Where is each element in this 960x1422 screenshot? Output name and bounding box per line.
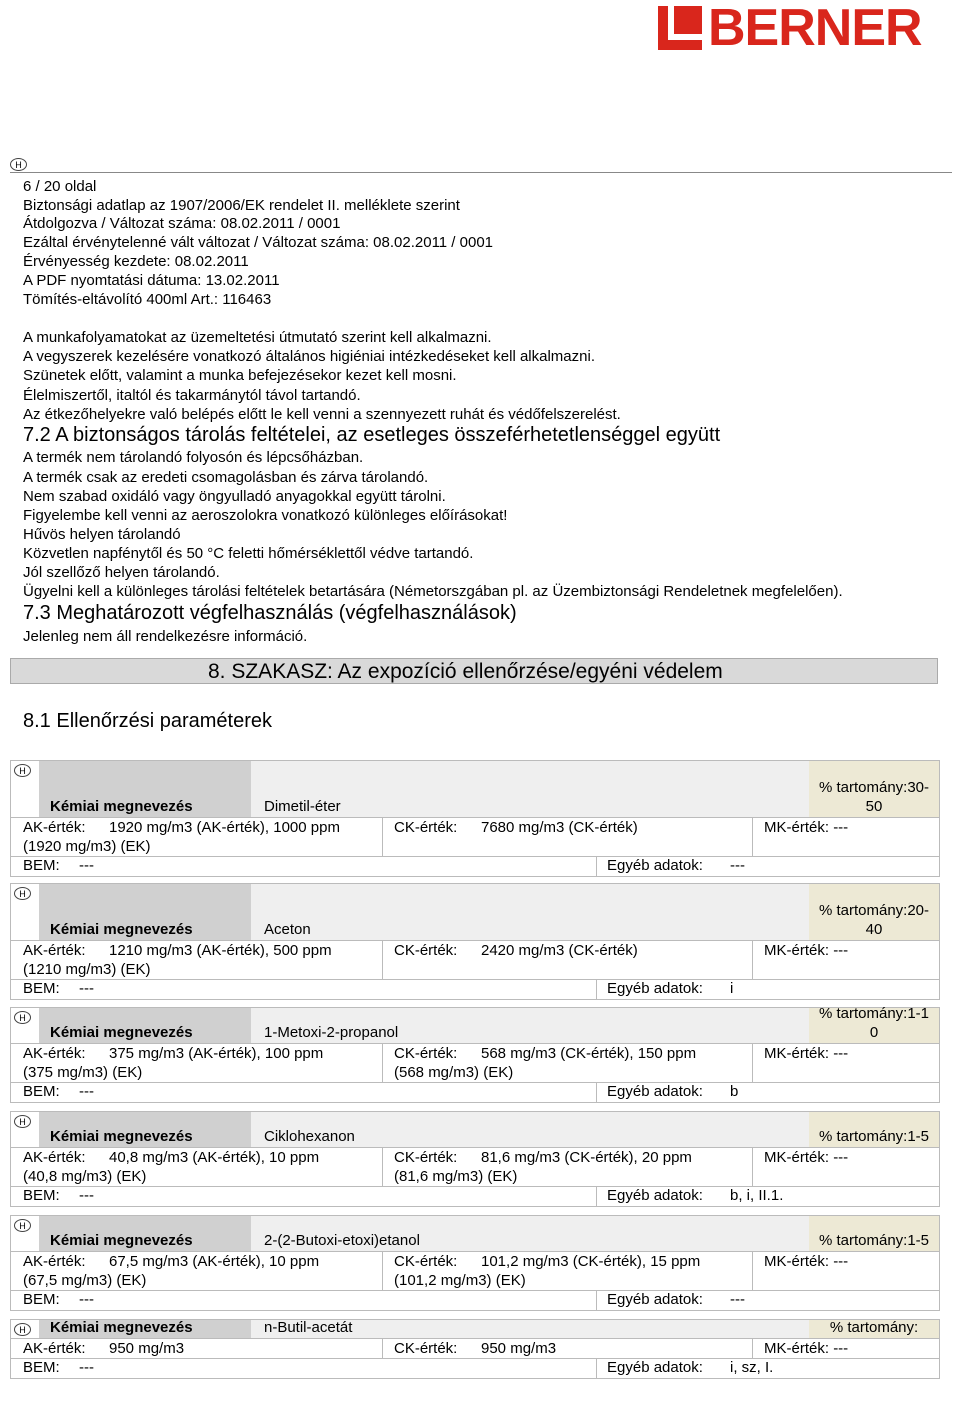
chem-name-label-text: Kémiai megnevezés <box>50 1024 193 1041</box>
egyeb-cell <box>607 856 745 875</box>
percent-range <box>809 761 939 817</box>
chem-name-label <box>39 761 251 817</box>
chem-name-value <box>251 1320 809 1338</box>
egyeb-value: --- <box>730 857 745 874</box>
text-line: A vegyszerek kezelésére vonatkozó általános higiéniai intézkedéseket kell alkalmazni. <box>23 348 595 365</box>
column-divider <box>10 1044 11 1102</box>
mk-value-cell <box>764 818 848 837</box>
header-divider <box>10 172 952 173</box>
ck-value-cell <box>394 941 754 960</box>
h-marker-icon: H <box>14 1115 31 1128</box>
row-divider <box>10 999 940 1000</box>
egyeb-cell <box>607 1186 783 1205</box>
row-divider <box>10 876 940 877</box>
chem-name-label-text: Kémiai megnevezés <box>50 1128 193 1145</box>
section-8-header <box>10 658 938 684</box>
ck-value-cell <box>394 818 754 837</box>
bem-label: BEM: <box>23 1291 60 1308</box>
ck-value: 568 mg/m3 (CK-érték), 150 ppm <box>481 1045 697 1062</box>
revision-line: Átdolgozva / Változat száma: 08.02.2011 / 0001 <box>23 215 341 232</box>
mk-value: --- <box>833 1253 849 1270</box>
column-divider <box>939 818 940 876</box>
chem-name-label-text: Kémiai megnevezés <box>50 921 193 938</box>
ak-label: AK-érték: <box>23 1253 86 1270</box>
mk-value-cell <box>764 941 848 960</box>
text-line: Az étkezőhelyekre való belépés előtt le kell venni a szennyezett ruhát és védőfelszerelést. <box>23 406 621 423</box>
egyeb-cell <box>607 1358 773 1377</box>
text-line: A munkafolyamatokat az üzemeltetési útmutató szerint kell alkalmazni. <box>23 329 492 346</box>
chem-name-value <box>251 884 809 940</box>
text-line: Figyelembe kell venni az aeroszolokra vonatkozó különleges előírásokat! <box>23 507 508 524</box>
page-number: 6 / 20 oldal <box>23 178 97 195</box>
chem-name-value <box>251 1112 809 1147</box>
column-divider <box>596 1358 597 1378</box>
validity-line: Érvényesség kezdete: 08.02.2011 <box>23 253 249 270</box>
chem-name-label <box>39 1008 251 1043</box>
text-line: Jelenleg nem áll rendelkezésre információ. <box>23 628 308 645</box>
chem-name-label <box>39 1216 251 1251</box>
text-line: Hűvös helyen tárolandó <box>23 526 181 543</box>
ck-value: 101,2 mg/m3 (CK-érték), 15 ppm <box>481 1253 701 1270</box>
percent-range-text: % tartomány:20-40 <box>818 902 930 938</box>
substance-name-row <box>10 1319 940 1339</box>
bem-label: BEM: <box>23 980 60 997</box>
ak-label: AK-érték: <box>23 1045 86 1062</box>
section-7-2-title: 7.2 A biztonságos tárolás feltételei, az esetleges összeférhetetlenséggel együtt <box>23 424 721 446</box>
ak-value: 40,8 mg/m3 (AK-érték), 10 ppm <box>109 1149 320 1166</box>
ak-value: 950 mg/m3 <box>109 1340 185 1357</box>
chem-name-value <box>251 761 809 817</box>
ck-value: 2420 mg/m3 (CK-érték) <box>481 942 638 959</box>
row-divider <box>10 1358 940 1359</box>
h-marker-icon: H <box>14 1323 31 1336</box>
h-marker-icon: H <box>14 1011 31 1024</box>
column-divider <box>752 941 753 979</box>
column-divider <box>596 856 597 876</box>
text-line: Közvetlen napfénytől és 50 °C feletti hőmérséklettől védve tartandó. <box>23 545 474 562</box>
chem-name-text: Dimetil-éter <box>264 798 341 815</box>
column-divider <box>752 1252 753 1290</box>
text-line: A termék csak az eredeti csomagolásban és zárva tárolandó. <box>23 469 429 486</box>
bem-label: BEM: <box>23 857 60 874</box>
ck-value: 7680 mg/m3 (CK-érték) <box>481 819 638 836</box>
column-divider <box>752 818 753 856</box>
bem-cell <box>23 1186 94 1205</box>
substance-name-row <box>10 883 940 941</box>
egyeb-value: --- <box>730 1291 745 1308</box>
column-divider <box>596 1290 597 1310</box>
ak-value: 375 mg/m3 (AK-érték), 100 ppm <box>109 1045 324 1062</box>
superseded-line: Ezáltal érvénytelenné vált változat / Változat száma: 08.02.2011 / 0001 <box>23 234 494 251</box>
bem-value: --- <box>79 1359 94 1376</box>
ak-value-cell <box>23 1339 383 1358</box>
percent-range <box>809 1005 939 1043</box>
bem-value: --- <box>79 1187 94 1204</box>
mk-label: MK-érték: <box>764 1253 830 1270</box>
section-8-1-title: 8.1 Ellenőrzési paraméterek <box>23 710 273 732</box>
column-divider <box>382 941 383 979</box>
ck-value-cell <box>394 1148 754 1186</box>
chem-name-label <box>39 884 251 940</box>
ak-label: AK-érték: <box>23 1340 86 1357</box>
percent-range-text: % tartomány:1-5 <box>818 1232 930 1249</box>
column-divider <box>752 1044 753 1082</box>
ak-value-cell <box>23 941 383 979</box>
column-divider <box>752 1339 753 1358</box>
bem-value: --- <box>79 980 94 997</box>
h-marker-icon: H <box>14 764 31 777</box>
ck-label: CK-érték: <box>394 942 458 959</box>
ck-value: 950 mg/m3 <box>481 1340 557 1357</box>
column-divider <box>10 818 11 876</box>
egyeb-value: i <box>730 980 734 997</box>
ak-value-ek: (1210 mg/m3) (EK) <box>23 961 151 978</box>
chem-name-label <box>39 1320 251 1338</box>
row-divider <box>10 1186 940 1187</box>
ak-value-cell <box>23 1148 383 1186</box>
egyeb-value: b, i, II.1. <box>730 1187 784 1204</box>
bem-label: BEM: <box>23 1359 60 1376</box>
mk-value-cell <box>764 1148 848 1167</box>
egyeb-cell <box>607 979 733 998</box>
egyeb-cell <box>607 1290 745 1309</box>
ak-label: AK-érték: <box>23 819 86 836</box>
bem-value: --- <box>79 1083 94 1100</box>
chem-name-label-text: Kémiai megnevezés <box>50 798 193 815</box>
ck-value-ek: (101,2 mg/m3) (EK) <box>394 1272 526 1289</box>
ak-value-ek: (1920 mg/m3) (EK) <box>23 838 151 855</box>
ck-label: CK-érték: <box>394 1045 458 1062</box>
row-divider <box>10 1082 940 1083</box>
percent-range <box>809 1112 939 1147</box>
text-line: Jól szellőző helyen tárolandó. <box>23 564 220 581</box>
ak-value-cell <box>23 818 383 856</box>
substance-name-row <box>10 760 940 818</box>
bem-cell <box>23 979 94 998</box>
logo-mark-icon <box>658 6 702 50</box>
bem-value: --- <box>79 857 94 874</box>
substance-name-row <box>10 1111 940 1148</box>
product-line: Tömítés-eltávolító 400ml Art.: 116463 <box>23 291 272 308</box>
egyeb-value: b <box>730 1083 739 1100</box>
h-marker-icon: H <box>14 887 31 900</box>
chem-name-text: n-Butil-acetát <box>264 1319 353 1336</box>
percent-range <box>809 1320 939 1338</box>
column-divider <box>382 818 383 856</box>
bem-value: --- <box>79 1291 94 1308</box>
chem-name-text: 1-Metoxi-2-propanol <box>264 1024 399 1041</box>
mk-value-cell <box>764 1252 848 1271</box>
percent-range <box>809 884 939 940</box>
mk-value: --- <box>833 1340 849 1357</box>
mk-label: MK-érték: <box>764 1149 830 1166</box>
ck-value: 81,6 mg/m3 (CK-érték), 20 ppm <box>481 1149 692 1166</box>
substance-block <box>10 883 940 999</box>
ck-value-cell <box>394 1044 754 1082</box>
ak-value: 1920 mg/m3 (AK-érték), 1000 ppm <box>109 819 340 836</box>
row-divider <box>10 1378 940 1379</box>
chem-name-label-text: Kémiai megnevezés <box>50 1319 193 1336</box>
column-divider <box>752 1148 753 1186</box>
percent-range-text: % tartomány: <box>829 1319 919 1336</box>
column-divider <box>596 1082 597 1102</box>
bem-cell <box>23 856 94 875</box>
ck-value-ek: (568 mg/m3) (EK) <box>394 1064 514 1081</box>
percent-range-text: % tartomány:1-5 <box>818 1128 930 1145</box>
mk-label: MK-érték: <box>764 819 830 836</box>
column-divider <box>939 1252 940 1310</box>
mk-label: MK-érték: <box>764 942 830 959</box>
substance-block <box>10 1007 940 1102</box>
ak-value-cell <box>23 1044 383 1082</box>
mk-value-cell <box>764 1339 848 1358</box>
row-divider <box>10 1206 940 1207</box>
ak-value-cell <box>23 1252 383 1290</box>
mk-label: MK-érték: <box>764 1340 830 1357</box>
chem-name-label <box>39 1112 251 1147</box>
substance-name-row <box>10 1215 940 1252</box>
ck-value-cell <box>394 1252 754 1290</box>
egyeb-label: Egyéb adatok: <box>607 1187 703 1204</box>
column-divider <box>596 1186 597 1206</box>
egyeb-label: Egyéb adatok: <box>607 1083 703 1100</box>
egyeb-label: Egyéb adatok: <box>607 1359 703 1376</box>
chem-name-text: Aceton <box>264 921 311 938</box>
ak-label: AK-érték: <box>23 1149 86 1166</box>
row-divider <box>10 1102 940 1103</box>
column-divider <box>382 1148 383 1186</box>
column-divider <box>382 1339 383 1358</box>
ak-value-ek: (375 mg/m3) (EK) <box>23 1064 143 1081</box>
percent-range-text: % tartomány:30-50 <box>818 779 930 815</box>
column-divider <box>10 1148 11 1206</box>
mk-value-cell <box>764 1044 848 1063</box>
ak-value-ek: (67,5 mg/m3) (EK) <box>23 1272 147 1289</box>
ak-value: 1210 mg/m3 (AK-érték), 500 ppm <box>109 942 332 959</box>
chem-name-text: 2-(2-Butoxi-etoxi)etanol <box>264 1232 420 1249</box>
column-divider <box>10 1252 11 1310</box>
bem-cell <box>23 1358 94 1377</box>
egyeb-value: i, sz, I. <box>730 1359 774 1376</box>
text-line: A termék nem tárolandó folyosón és lépcsőházban. <box>23 449 364 466</box>
bem-label: BEM: <box>23 1083 60 1100</box>
substance-block <box>10 1319 940 1378</box>
row-divider <box>10 856 940 857</box>
section-8-title: 8. SZAKASZ: Az expozíció ellenőrzése/egyéni védelem <box>208 660 723 683</box>
substance-block <box>10 1215 940 1310</box>
egyeb-label: Egyéb adatok: <box>607 857 703 874</box>
column-divider <box>596 979 597 999</box>
row-divider <box>10 979 940 980</box>
ck-value-ek: (81,6 mg/m3) (EK) <box>394 1168 518 1185</box>
h-marker-icon: H <box>10 158 27 171</box>
ak-label: AK-érték: <box>23 942 86 959</box>
percent-range-text: % tartomány:1-10 <box>818 1005 930 1041</box>
egyeb-label: Egyéb adatok: <box>607 980 703 997</box>
bem-label: BEM: <box>23 1187 60 1204</box>
egyeb-cell <box>607 1082 738 1101</box>
substance-block <box>10 1111 940 1206</box>
chem-name-label-text: Kémiai megnevezés <box>50 1232 193 1249</box>
regulation-line: Biztonsági adatlap az 1907/2006/EK rendelet II. melléklete szerint <box>23 197 460 214</box>
column-divider <box>10 941 11 999</box>
chem-name-text: Ciklohexanon <box>264 1128 355 1145</box>
mk-value: --- <box>833 1045 849 1062</box>
ak-value: 67,5 mg/m3 (AK-érték), 10 ppm <box>109 1253 320 1270</box>
row-divider <box>10 1290 940 1291</box>
ck-label: CK-érték: <box>394 1253 458 1270</box>
chem-name-value <box>251 1216 809 1251</box>
column-divider <box>939 1044 940 1102</box>
substance-name-row <box>10 1007 940 1044</box>
ck-label: CK-érték: <box>394 1340 458 1357</box>
row-divider <box>10 1310 940 1311</box>
mk-label: MK-érték: <box>764 1045 830 1062</box>
section-7-3-title: 7.3 Meghatározott végfelhasználás (végfelhasználások) <box>23 602 517 624</box>
text-line: Szünetek előtt, valamint a munka befejezésekor kezet kell mosni. <box>23 367 457 384</box>
mk-value: --- <box>833 942 849 959</box>
ak-value-ek: (40,8 mg/m3) (EK) <box>23 1168 147 1185</box>
egyeb-label: Egyéb adatok: <box>607 1291 703 1308</box>
column-divider <box>382 1044 383 1082</box>
column-divider <box>382 1252 383 1290</box>
text-line: Ügyelni kell a különleges tárolási feltételek betartására (Németorszgában pl. az Üzembiztonsági Rendeletnek megfelelően). <box>23 583 843 600</box>
mk-value: --- <box>833 1149 849 1166</box>
print-date-line: A PDF nyomtatási dátuma: 13.02.2011 <box>23 272 280 289</box>
h-marker-icon: H <box>14 1219 31 1232</box>
bem-cell <box>23 1082 94 1101</box>
ck-label: CK-érték: <box>394 1149 458 1166</box>
ck-label: CK-érték: <box>394 819 458 836</box>
column-divider <box>939 1148 940 1206</box>
text-line: Nem szabad oxidáló vagy öngyulladó anyagokkal együtt tárolni. <box>23 488 446 505</box>
ck-value-cell <box>394 1339 754 1358</box>
berner-logo <box>658 0 960 57</box>
substance-block <box>10 760 940 876</box>
percent-range <box>809 1216 939 1251</box>
text-line: Élelmiszertől, italtól és takarmánytól távol tartandó. <box>23 387 361 404</box>
mk-value: --- <box>833 819 849 836</box>
logo-text: BERNER <box>708 0 922 57</box>
chem-name-value <box>251 1008 809 1043</box>
column-divider <box>939 941 940 999</box>
bem-cell <box>23 1290 94 1309</box>
